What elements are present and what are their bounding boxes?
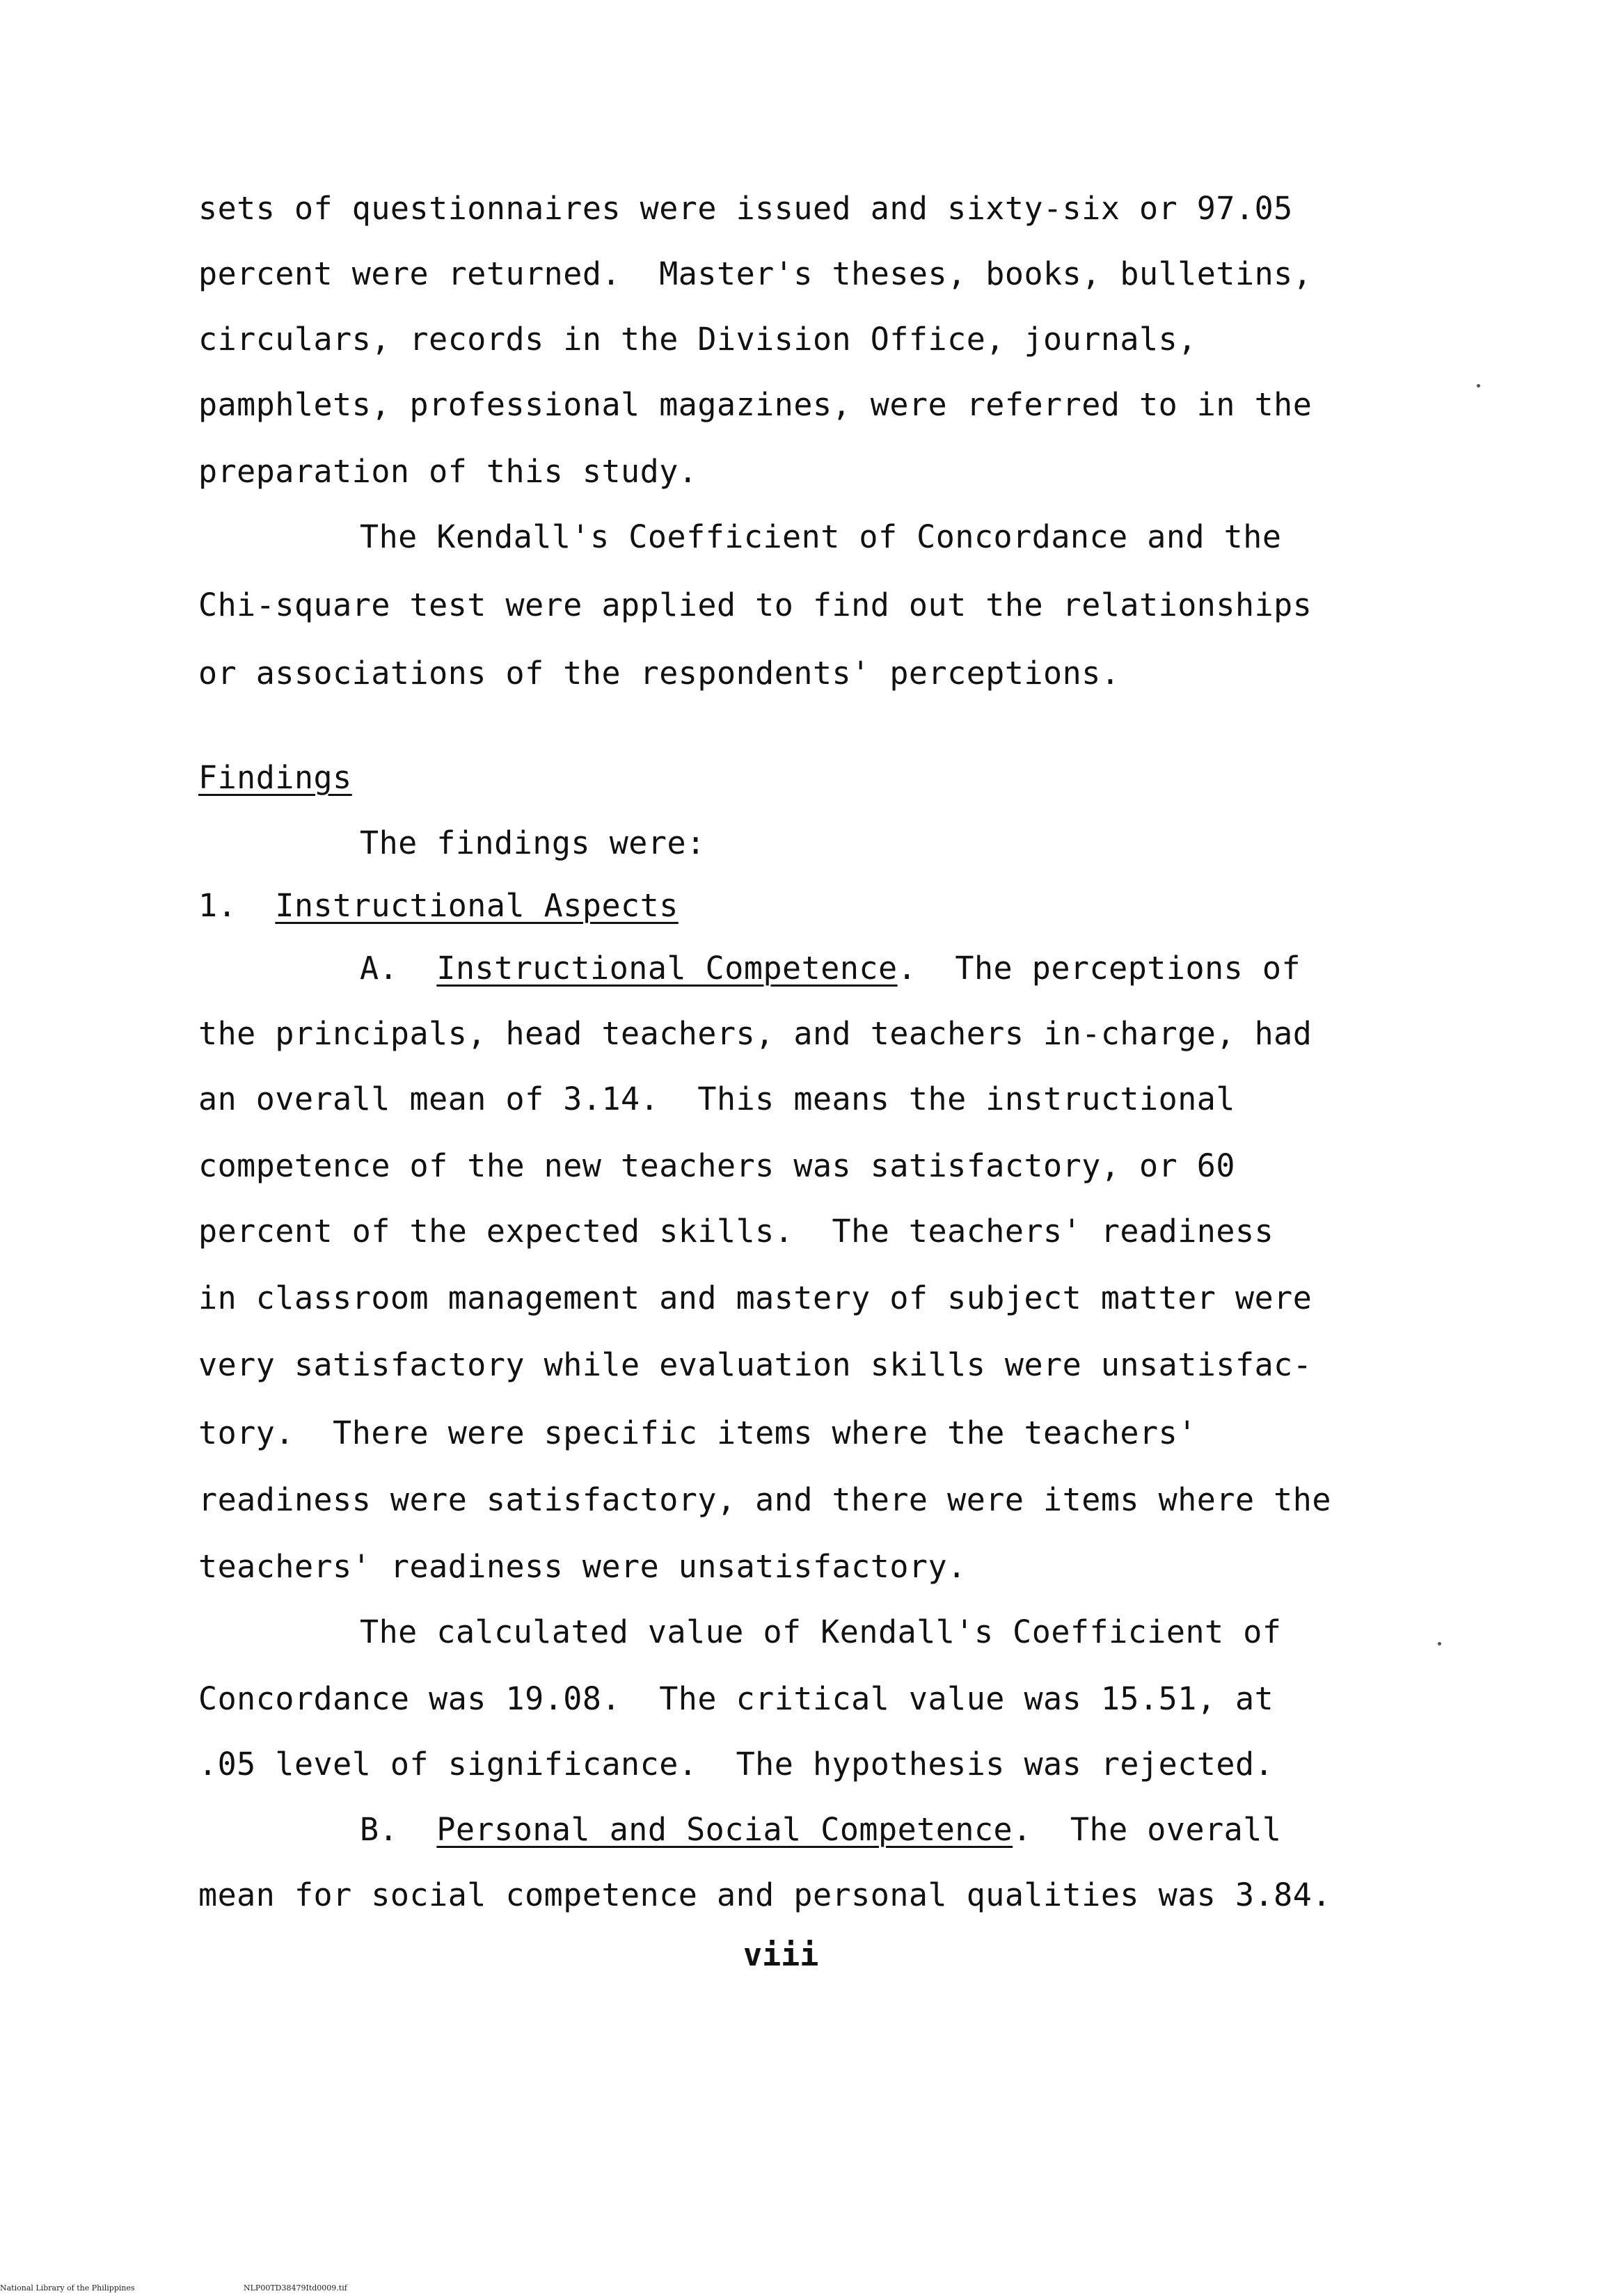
footer-library-name: National Library of the Philippines (0, 2283, 135, 2293)
kendall-line-1: The calculated value of Kendall's Coefficient of (360, 1613, 1282, 1650)
scan-speck (1438, 1642, 1441, 1645)
item-a-line-8: readiness were satisfactory, and there were items where the (198, 1481, 1331, 1518)
kendall-line-3: .05 level of significance. The hypothesis was rejected. (198, 1746, 1274, 1783)
page-number: viii (743, 1936, 819, 1973)
item-b-line-1: mean for social competence and personal qualities was 3.84. (198, 1876, 1331, 1913)
item-a-line-6: very satisfactory while evaluation skills were unsatisfac- (198, 1346, 1312, 1383)
item-a-line-9: teachers' readiness were unsatisfactory. (198, 1548, 967, 1585)
item-b-heading (360, 1809, 1281, 1851)
item-a-line-5: in classroom management and mastery of subject matter were (198, 1279, 1312, 1316)
item-b-letter: B. (360, 1811, 399, 1848)
section-1-number: 1. (198, 887, 237, 924)
body-line-2: percent were returned. Master's theses, books, bulletins, (198, 255, 1312, 292)
scan-speck (1477, 384, 1480, 388)
item-a-heading (360, 948, 1301, 989)
item-a-letter: A. (360, 950, 399, 987)
item-b-title: Personal and Social Competence (436, 1811, 1013, 1848)
findings-heading: Findings (198, 759, 352, 796)
kendall-line-2: Concordance was 19.08. The critical value was 15.51, at (198, 1680, 1274, 1717)
body-line-5: preparation of this study. (198, 453, 698, 490)
body-line-3: circulars, records in the Division Office, journals, (198, 321, 1197, 358)
section-1-title: Instructional Aspects (275, 887, 679, 924)
findings-intro: The findings were: (360, 824, 706, 861)
item-a-title-tail: . The perceptions of (897, 950, 1301, 987)
footer-file-name: NLP00TD38479Itd0009.tif (244, 2283, 347, 2293)
item-a-title: Instructional Competence (436, 950, 898, 987)
item-a-line-4: percent of the expected skills. The teachers' readiness (198, 1213, 1274, 1250)
body-line-8: or associations of the respondents' perceptions. (198, 655, 1120, 692)
item-a-line-2: an overall mean of 3.14. This means the instructional (198, 1081, 1235, 1117)
item-b-title-tail: . The overall (1013, 1811, 1282, 1848)
item-a-line-7: tory. There were specific items where the teachers' (198, 1414, 1197, 1451)
section-1-heading (198, 885, 679, 927)
body-line-6: The Kendall's Coefficient of Concordance and the (360, 518, 1282, 555)
body-line-4: pamphlets, professional magazines, were referred to in the (198, 386, 1312, 423)
item-a-line-3: competence of the new teachers was satisfactory, or 60 (198, 1147, 1235, 1184)
item-a-line-1: the principals, head teachers, and teachers in-charge, had (198, 1015, 1312, 1052)
body-line-1: sets of questionnaires were issued and sixty-six or 97.05 (198, 190, 1293, 227)
body-line-7: Chi-square test were applied to find out the relationships (198, 587, 1312, 623)
